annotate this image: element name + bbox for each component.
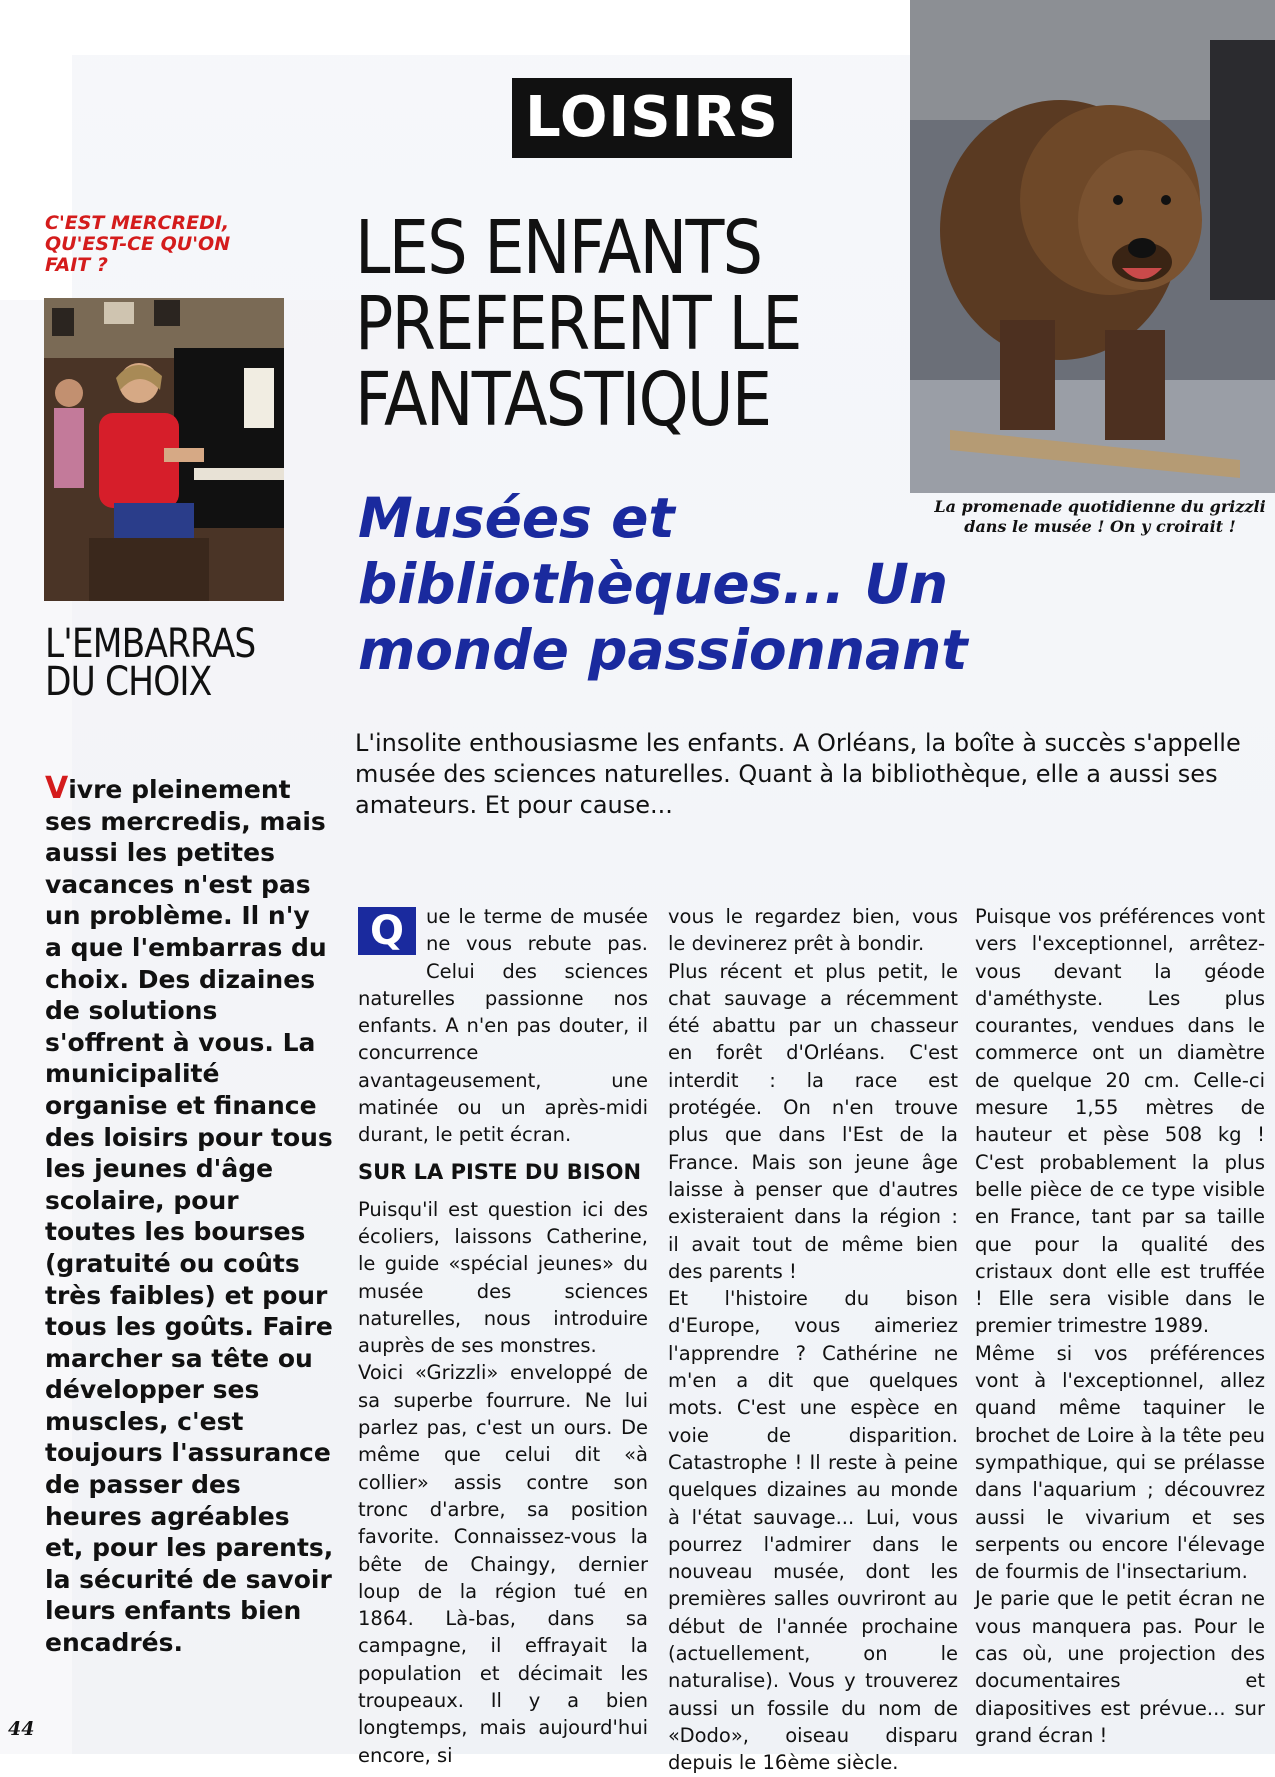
article-column-3 bbox=[975, 903, 1265, 1749]
article-dropcap: Q bbox=[358, 907, 416, 955]
sidebar-kicker: C'EST MERCREDI, QU'EST-CE QU'ON FAIT ? bbox=[45, 212, 231, 276]
article-paragraph: vous le regardez bien, vous le devinerez prêt à bondir. bbox=[668, 905, 958, 956]
sidebar-dropcap: V bbox=[45, 771, 69, 806]
article-paragraph: Puisque vos préférences vont vers l'exceptionnel, arrêtez-vous devant la géode d'améthyste. Les plus courantes, vendues dans le commerce ont un diamètre de quelque 20 cm. Celle-ci mesure 1,55 mètres de hauteur et pèse 508 kg ! C'est probablement la plus belle pièce de ce type visible en France, tant par sa taille que pour la qualité des cristaux dont elle est truffée ! Elle sera visible dans le premier trimestre 1989. bbox=[975, 905, 1265, 1338]
article-paragraph: Voici «Grizzli» enveloppé de sa superbe fourrure. Ne lui parlez pas, c'est un ours. De même que celui dit «à collier» assis contre son tronc d'arbre, sa position favorite. Connaissez-vous la bête de Chaingy, dernier loup de la région tué en 1864. Là-bas, dans sa campagne, il effrayait la population et décimait les troupeaux. Il y a bien longtemps, mais aujourd'hui encore, si bbox=[358, 1361, 648, 1767]
subheadline: Musées et bibliothèques... Un monde passionnant bbox=[358, 486, 968, 682]
bear-photo-image bbox=[910, 0, 1275, 493]
page-number: 44 bbox=[8, 1718, 35, 1740]
piano-photo bbox=[44, 298, 284, 601]
headline: LES ENFANTS PREFERENT LE FANTASTIQUE bbox=[355, 205, 801, 443]
section-tag: LOISIRS bbox=[512, 78, 792, 158]
article-paragraph: Je parie que le petit écran ne vous manquera pas. Pour le cas où, une projection des documentaires et diapositives est prévue... sur grand écran ! bbox=[975, 1587, 1265, 1747]
article-paragraph: Et l'histoire du bison d'Europe, vous aimeriez l'apprendre ? Cathérine ne m'en a dit que quelques mots. C'est une espèce en voie de disparition. Catastrophe ! Il reste à peine quelques dizaines au monde à l'état sauvage... Lui, vous pourrez l'admirer dans le nouveau musée, dont les premières salles ouvriront au début de l'année prochaine (actuellement, on le naturalise). Vous y trouverez aussi un fossile du nom de «Dodo», oiseau disparu depuis le 16ème siècle. bbox=[668, 1287, 958, 1775]
article-column-2 bbox=[668, 903, 958, 1777]
bear-photo bbox=[910, 0, 1275, 493]
article-paragraph: Plus récent et plus petit, le chat sauvage a récemment été abattu par un chasseur en forêt d'Orléans. C'est interdit : la race est protégée. On n'en trouve plus que dans l'Est de la France. Mais son jeune âge laisse à penser que d'autres existeraient dans la région : il avait tout de même bien des parents ! bbox=[668, 959, 958, 1283]
article-paragraph bbox=[358, 903, 648, 1149]
article-intro: L'insolite enthousiasme les enfants. A Orléans, la boîte à succès s'appelle musée des sciences naturelles. Quant à la bibliothèque, elle a aussi ses amateurs. Et pour cause... bbox=[355, 729, 1241, 819]
sidebar-body-text: ivre pleinement ses mercredis, mais aussi les petites vacances n'est pas un problème. Il n'y a que l'embarras du choix. Des dizaines de solutions s'offrent à vous. La municipalité organise et finance des loisirs pour tous les jeunes d'âge scolaire, pour toutes les bourses (gratuité ou coûts très faibles) et pour tous les goûts. Faire marcher sa tête ou développer ses muscles, c'est toujours l'assurance de passer des heures agréables et, pour les parents, la sécurité de savoir leurs enfants bien encadrés. bbox=[45, 775, 334, 1658]
sidebar-heading: L'EMBARRAS DU CHOIX bbox=[45, 621, 256, 705]
article-subhead: SUR LA PISTE DU BISON bbox=[358, 1159, 642, 1184]
article-paragraph-text: ue le terme de musée ne vous rebute pas. Celui des sciences naturelles passionne nos enfants. A n'en pas douter, il concurrence avantageusement, une matinée ou un après-midi durant, le petit écran. bbox=[358, 905, 648, 1147]
piano-photo-image bbox=[44, 298, 284, 601]
sidebar-body bbox=[45, 773, 335, 1659]
article-column-1 bbox=[358, 903, 648, 1769]
article-paragraph: Même si vos préférences vont à l'exceptionnel, allez quand même taquiner le brochet de Loire à la tête peu sympathique, qui se prélasse dans l'aquarium ; découvrez aussi le vivarium et ses serpents ou encore l'élevage de fourmis de l'insectarium. bbox=[975, 1341, 1265, 1584]
photo-caption: La promenade quotidienne du grizzli dans le musée ! On y croirait ! bbox=[934, 497, 1266, 536]
article-paragraph: Puisqu'il est question ici des écoliers, laissons Catherine, le guide «spécial jeunes» du musée des sciences naturelles, nous introduire auprès de ses monstres. bbox=[358, 1197, 648, 1358]
